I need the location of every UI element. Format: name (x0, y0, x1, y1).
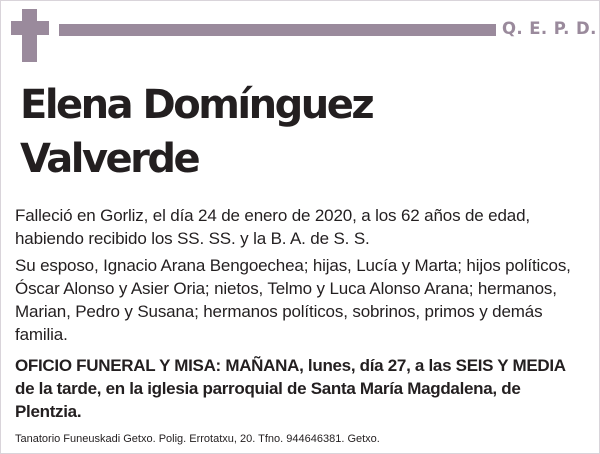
qepd-label: Q. E. P. D. (502, 19, 597, 38)
family-list: Su esposo, Ignacio Arana Bengoechea; hijas, Lucía y Marta; hijos políticos, Óscar Alonso y Asier Oria; nietos, Telmo y Luca Alonso Arana; hermanos, Marian, Pedro y Susana; hermanos políticos, sobrinos, primos y demás familia. (15, 256, 571, 344)
cross-vertical-bar (22, 9, 37, 62)
deceased-name (20, 78, 580, 186)
death-announcement: Falleció en Gorliz, el día 24 de enero de 2020, a los 62 años de edad, habiendo recibido los SS. SS. y la B. A. de S. S. (15, 206, 530, 248)
funeral-home-info: Tanatorio Funeuskadi Getxo. Polig. Errotatxu, 20. Tfno. 944646381. Getxo. (15, 433, 380, 445)
funeral-details: OFICIO FUNERAL Y MISA: MAÑANA, lunes, día 27, a las SEIS Y MEDIA de la tarde, en la iglesia parroquial de Santa María Magdalena, de Plentzia. (15, 356, 566, 421)
deceased-name-line1: Elena Domínguez (20, 82, 373, 128)
header-rule (59, 24, 496, 36)
latin-cross-icon (0, 0, 60, 64)
deceased-name-line2: Valverde (20, 136, 199, 182)
cross-horizontal-bar (11, 21, 49, 35)
